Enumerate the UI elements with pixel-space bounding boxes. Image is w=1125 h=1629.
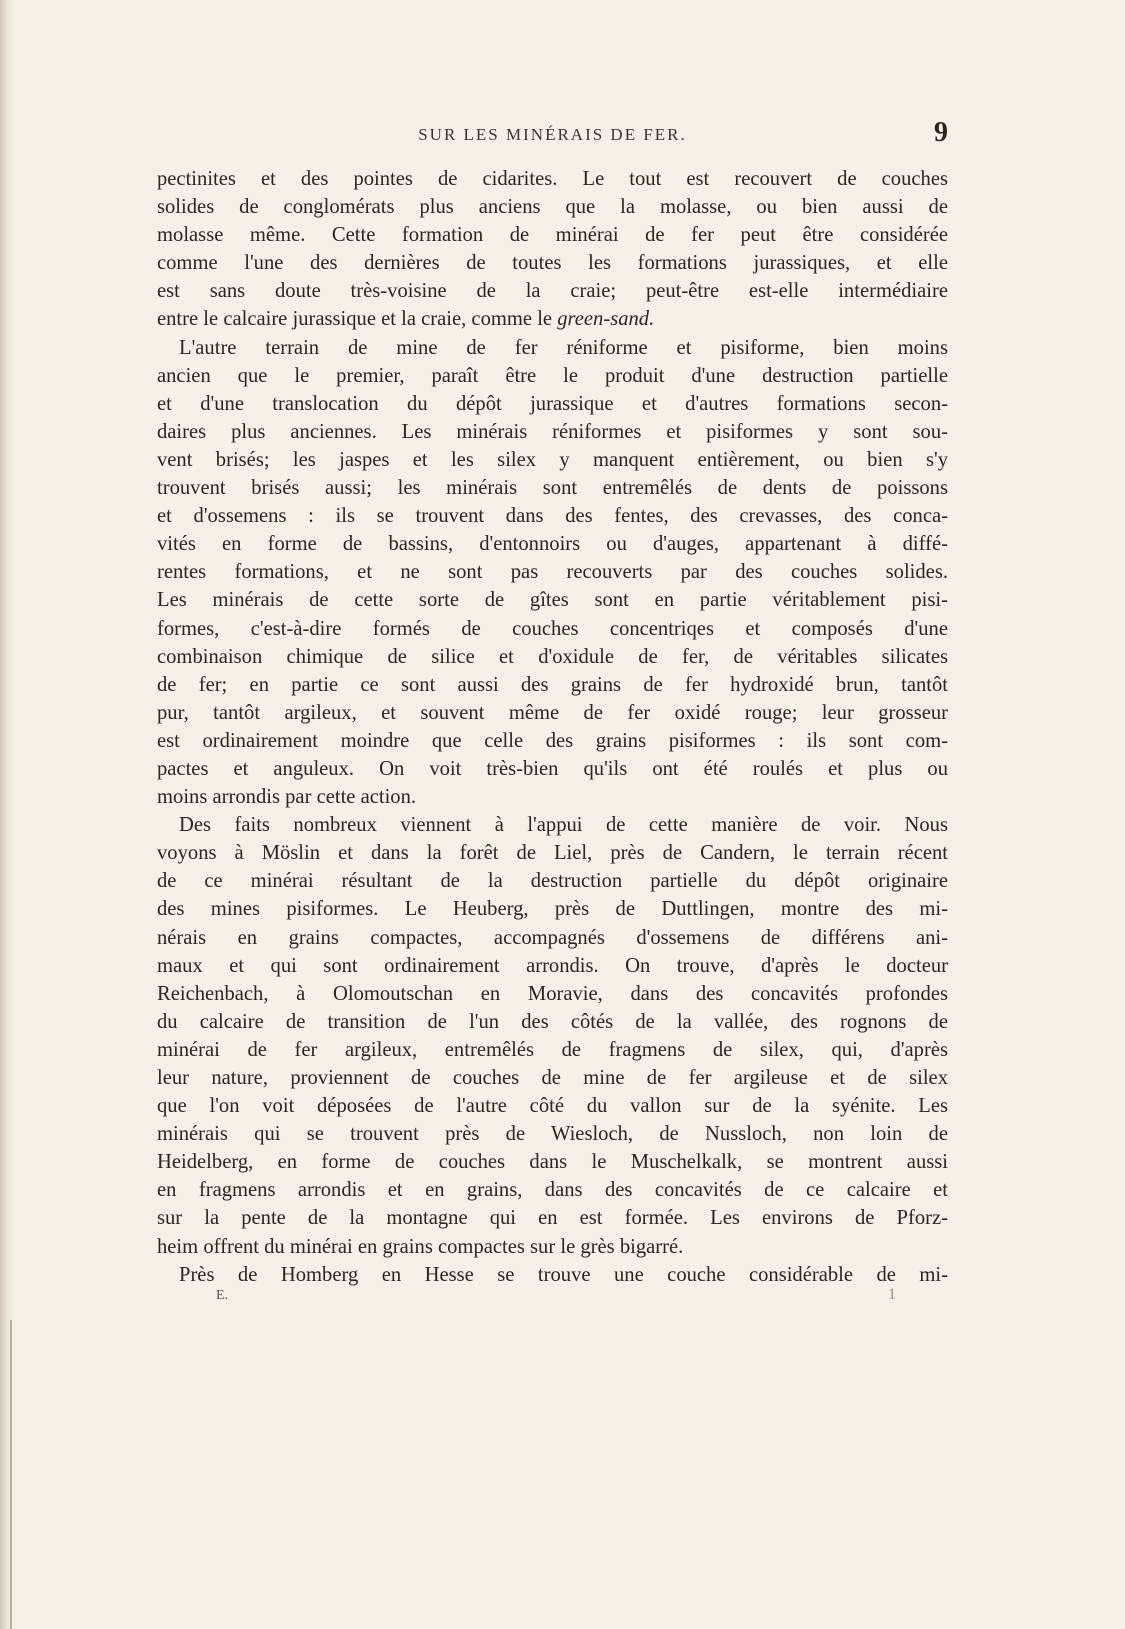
text-line: Heidelberg, en forme de couches dans le Muschelkalk, se montrent aussi (157, 1151, 948, 1174)
text-line: pactes et anguleux. On voit très-bien qu'ils ont été roulés et plus ou (157, 757, 948, 780)
text-line: maux et qui sont ordinairement arrondis. On trouve, d'après le docteur (157, 954, 948, 977)
text-line: molasse même. Cette formation de minérai de fer peut être considérée (157, 224, 948, 247)
text-line: leur nature, proviennent de couches de mine de fer argileuse et de silex (157, 1067, 948, 1089)
text-line (157, 305, 948, 333)
text-line: pur, tantôt argileux, et souvent même de fer oxidé rouge; leur grosseur (157, 701, 948, 724)
text-line: minérai de fer argileux, entremêlés de fragmens de silex, qui, d'après (157, 1038, 948, 1061)
text-line: vités en forme de bassins, d'entonnoirs ou d'auges, appartenant à diffé- (157, 533, 948, 556)
text-line: en fragmens arrondis et en grains, dans des concavités de ce calcaire et (157, 1179, 948, 1202)
text-line: solides de conglomérats plus anciens que la molasse, ou bien aussi de (157, 196, 948, 219)
text-line: rentes formations, et ne sont pas recouverts par des couches solides. (157, 561, 948, 584)
text-line: daires plus anciennes. Les minérais réniformes et pisiformes y sont sou- (157, 420, 948, 443)
text-line: Les minérais de cette sorte de gîtes sont en partie véritablement pisi- (157, 589, 948, 612)
page-footer (216, 1288, 896, 1310)
text-line: et d'ossemens : ils se trouvent dans des fentes, des crevasses, des conca- (157, 505, 948, 528)
signature-mark: E. (216, 1288, 229, 1303)
running-title: SUR LES MINÉRAIS DE FER. (418, 125, 687, 144)
text-line: L'autre terrain de mine de fer réniforme et pisiforme, bien moins (179, 336, 948, 359)
text-line: voyons à Möslin et dans la forêt de Liel, près de Candern, le terrain récent (157, 842, 948, 865)
text-line: est ordinairement moindre que celle des grains pisiformes : ils sont com- (157, 729, 948, 752)
text-line: de fer; en partie ce sont aussi des grains de fer hydroxidé brun, tantôt (157, 673, 948, 696)
text-line: pectinites et des pointes de cidarites. Le tout est recouvert de couches (157, 168, 948, 190)
text-line: comme l'une des dernières de toutes les formations jurassiques, et elle (157, 252, 948, 275)
text-line: ancien que le premier, paraît être le produit d'une destruction partielle (157, 364, 948, 387)
page-header (157, 117, 948, 151)
text-line: et d'une translocation du dépôt jurassique et d'autres formations secon- (157, 392, 948, 415)
text-line: est sans doute très-voisine de la craie; peut-être est-elle intermédiaire (157, 280, 948, 303)
text-line: Des faits nombreux viennent à l'appui de cette manière de voir. Nous (179, 814, 948, 837)
text-line: sur la pente de la montagne qui en est formée. Les environs de Pforz- (157, 1207, 948, 1230)
text-line: trouvent brisés aussi; les minérais sont entremêlés de dents de poissons (157, 477, 948, 500)
text-line: de ce minérai résultant de la destruction partielle du dépôt originaire (157, 870, 948, 893)
text-line: Reichenbach, à Olomoutschan en Moravie, dans des concavités profondes (157, 982, 948, 1005)
text-line: minérais qui se trouvent près de Wiesloch, de Nussloch, non loin de (157, 1123, 948, 1146)
text-line: formes, c'est-à-dire formés de couches concentriqes et composés d'une (157, 617, 948, 640)
footer-mark: 1 (888, 1286, 896, 1303)
text-line: Près de Homberg en Hesse se trouve une couche considérable de mi- (179, 1263, 948, 1286)
italic-term: green-sand. (557, 308, 655, 331)
text-line: moins arrondis par cette action. (157, 786, 417, 809)
binding-crease (10, 1320, 12, 1629)
body-text (157, 165, 948, 1289)
text-line: combinaison chimique de silice et d'oxidule de fer, de véritables silicates (157, 645, 948, 668)
text-line: vent brisés; les jaspes et les silex y manquent entièrement, ou bien s'y (157, 448, 948, 471)
text-line: nérais en grains compactes, accompagnés d'ossemens de différens ani- (157, 926, 948, 949)
text-line: du calcaire de transition de l'un des côtés de la vallée, des rognons de (157, 1010, 948, 1033)
text-line: des mines pisiformes. Le Heuberg, près de Duttlingen, montre des mi- (157, 898, 948, 921)
page-number: 9 (934, 117, 948, 148)
text-line: heim offrent du minérai en grains compactes sur le grès bigarré. (157, 1235, 684, 1258)
text-line: que l'on voit déposées de l'autre côté du vallon sur de la syénite. Les (157, 1095, 948, 1118)
text-fragment: entre le calcaire jurassique et la craie, comme le (157, 308, 553, 331)
